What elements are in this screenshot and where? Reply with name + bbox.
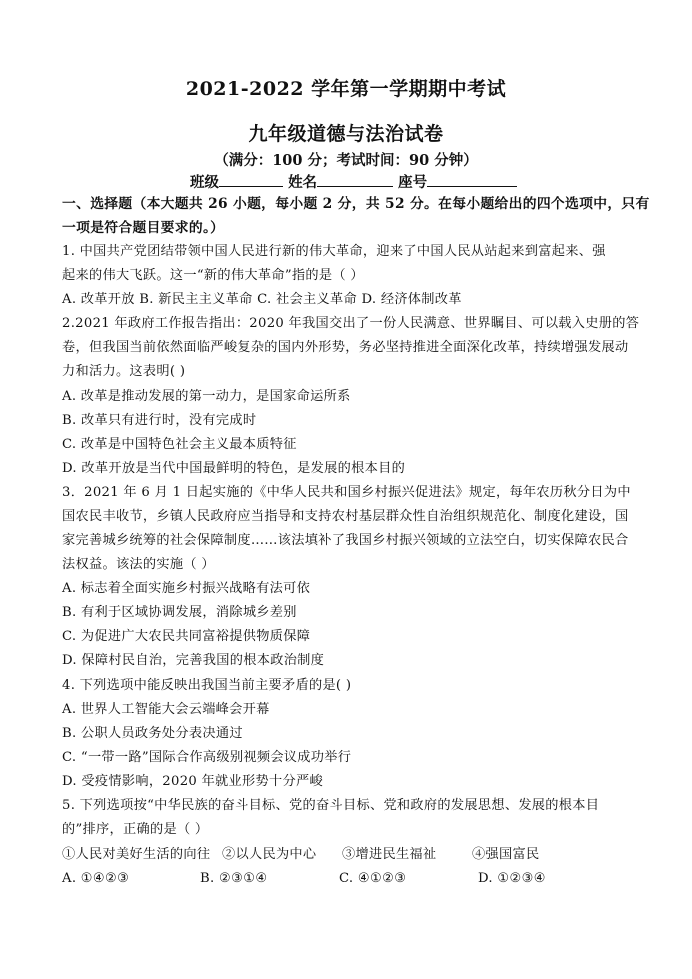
q3-option-a: A. 标志着全面实施乡村振兴战略有法可依 bbox=[62, 581, 311, 596]
q4-option-b: B. 公职人员政务处分表决通过 bbox=[62, 726, 243, 741]
q2-stem: 卷，但我国当前依然面临严峻复杂的国内外形势，务必坚持推进全面深化改革，持续增强发展动 bbox=[62, 340, 629, 355]
exam-meta: （满分：100 分；考试时间：90 分钟） bbox=[214, 152, 478, 169]
exam-title: 2021-2022 学年第一学期期中考试 bbox=[185, 78, 507, 100]
q2-stem: 2.2021 年政府工作报告指出：2020 年我国交出了一份人民满意、世界瞩目、可以载入史册的答 bbox=[62, 316, 640, 331]
q4-stem: 4. 下列选项中能反映出我国当前主要矛盾的是( ) bbox=[62, 678, 352, 693]
q3-option-b: B. 有利于区域协调发展，消除城乡差别 bbox=[62, 605, 297, 620]
q5-option-b: B. ②③①④ bbox=[200, 871, 268, 886]
q5-item: ①人民对美好生活的向往 bbox=[62, 847, 211, 862]
q5-item: ③增进民生福祉 bbox=[342, 847, 437, 862]
q1-stem: 1. 中国共产党团结带领中国人民进行新的伟大革命，迎来了中国人民从站起来到富起来、强 bbox=[62, 244, 606, 259]
q3-option-c: C. 为促进广大农民共同富裕提供物质保障 bbox=[62, 629, 311, 644]
q4-option-c: C. “一带一路”国际合作高级别视频会议成功举行 bbox=[62, 750, 352, 765]
q1-options: A. 改革开放 B. 新民主主义革命 C. 社会主义革命 D. 经济体制改革 bbox=[62, 292, 462, 307]
q5-option-d: D. ①②③④ bbox=[478, 871, 546, 886]
name-blank[interactable] bbox=[317, 172, 393, 187]
q4-option-a: A. 世界人工智能大会云端峰会开幕 bbox=[62, 702, 270, 717]
q4-option-d: D. 受疫情影响，2020 年就业形势十分严峻 bbox=[62, 774, 323, 789]
exam-subtitle: 九年级道德与法治试卷 bbox=[248, 123, 444, 145]
q2-stem: 力和活力。这表明( ) bbox=[62, 364, 186, 379]
seat-label: 座号 bbox=[398, 174, 428, 191]
q5-item: ②以人民为中心 bbox=[222, 847, 317, 862]
seat-blank[interactable] bbox=[427, 172, 517, 187]
q3-stem: 法权益。该法的实施（ ） bbox=[62, 557, 215, 572]
q5-options bbox=[62, 870, 640, 888]
q3-option-d: D. 保障村民自治，完善我国的根本政治制度 bbox=[62, 653, 325, 668]
q5-stem: 5. 下列选项按“中华民族的奋斗目标、党的奋斗目标、党和政府的发展思想、发展的根本目 bbox=[62, 798, 600, 813]
q3-stem: 国农民丰收节，乡镇人民政府应当指导和支持农村基层群众性自治组织规范化、制度化建设，国 bbox=[62, 509, 629, 524]
q2-option-c: C. 改革是中国特色社会主义最本质特征 bbox=[62, 437, 297, 452]
q5-option-a: A. ①④②③ bbox=[62, 871, 130, 886]
q5-item: ④强国富民 bbox=[472, 847, 540, 862]
student-info-fields bbox=[190, 171, 517, 192]
q5-stem: 的”排序，正确的是（ ） bbox=[62, 822, 209, 837]
q3-stem: 3．2021 年 6 月 1 日起实施的《中华人民共和国乡村振兴促进法》规定，每年农历秋分日为中 bbox=[62, 485, 631, 500]
section-instruction-line1: 一、选择题（本大题共 26 小题，每小题 2 分，共 52 分。在每小题给出的四个选项中，只有 bbox=[62, 196, 650, 212]
q2-option-b: B. 改革只有进行时，没有完成时 bbox=[62, 413, 257, 428]
q2-option-a: A. 改革是推动发展的第一动力，是国家命运所系 bbox=[62, 389, 351, 404]
section-instruction-line2: 一项是符合题目要求的。） bbox=[62, 220, 225, 236]
q2-option-d: D. 改革开放是当代中国最鲜明的特色，是发展的根本目的 bbox=[62, 461, 406, 476]
q5-option-c: C. ④①②③ bbox=[339, 871, 407, 886]
class-label: 班级 bbox=[190, 174, 219, 191]
name-label: 姓名 bbox=[288, 174, 318, 191]
class-blank[interactable] bbox=[219, 172, 283, 187]
q1-stem: 起来的伟大飞跃。这一“新的伟大革命”指的是（ ） bbox=[62, 268, 364, 283]
q5-items bbox=[62, 846, 640, 864]
q3-stem: 家完善城乡统筹的社会保障制度……该法填补了我国乡村振兴领域的立法空白，切实保障农民合 bbox=[62, 533, 629, 548]
